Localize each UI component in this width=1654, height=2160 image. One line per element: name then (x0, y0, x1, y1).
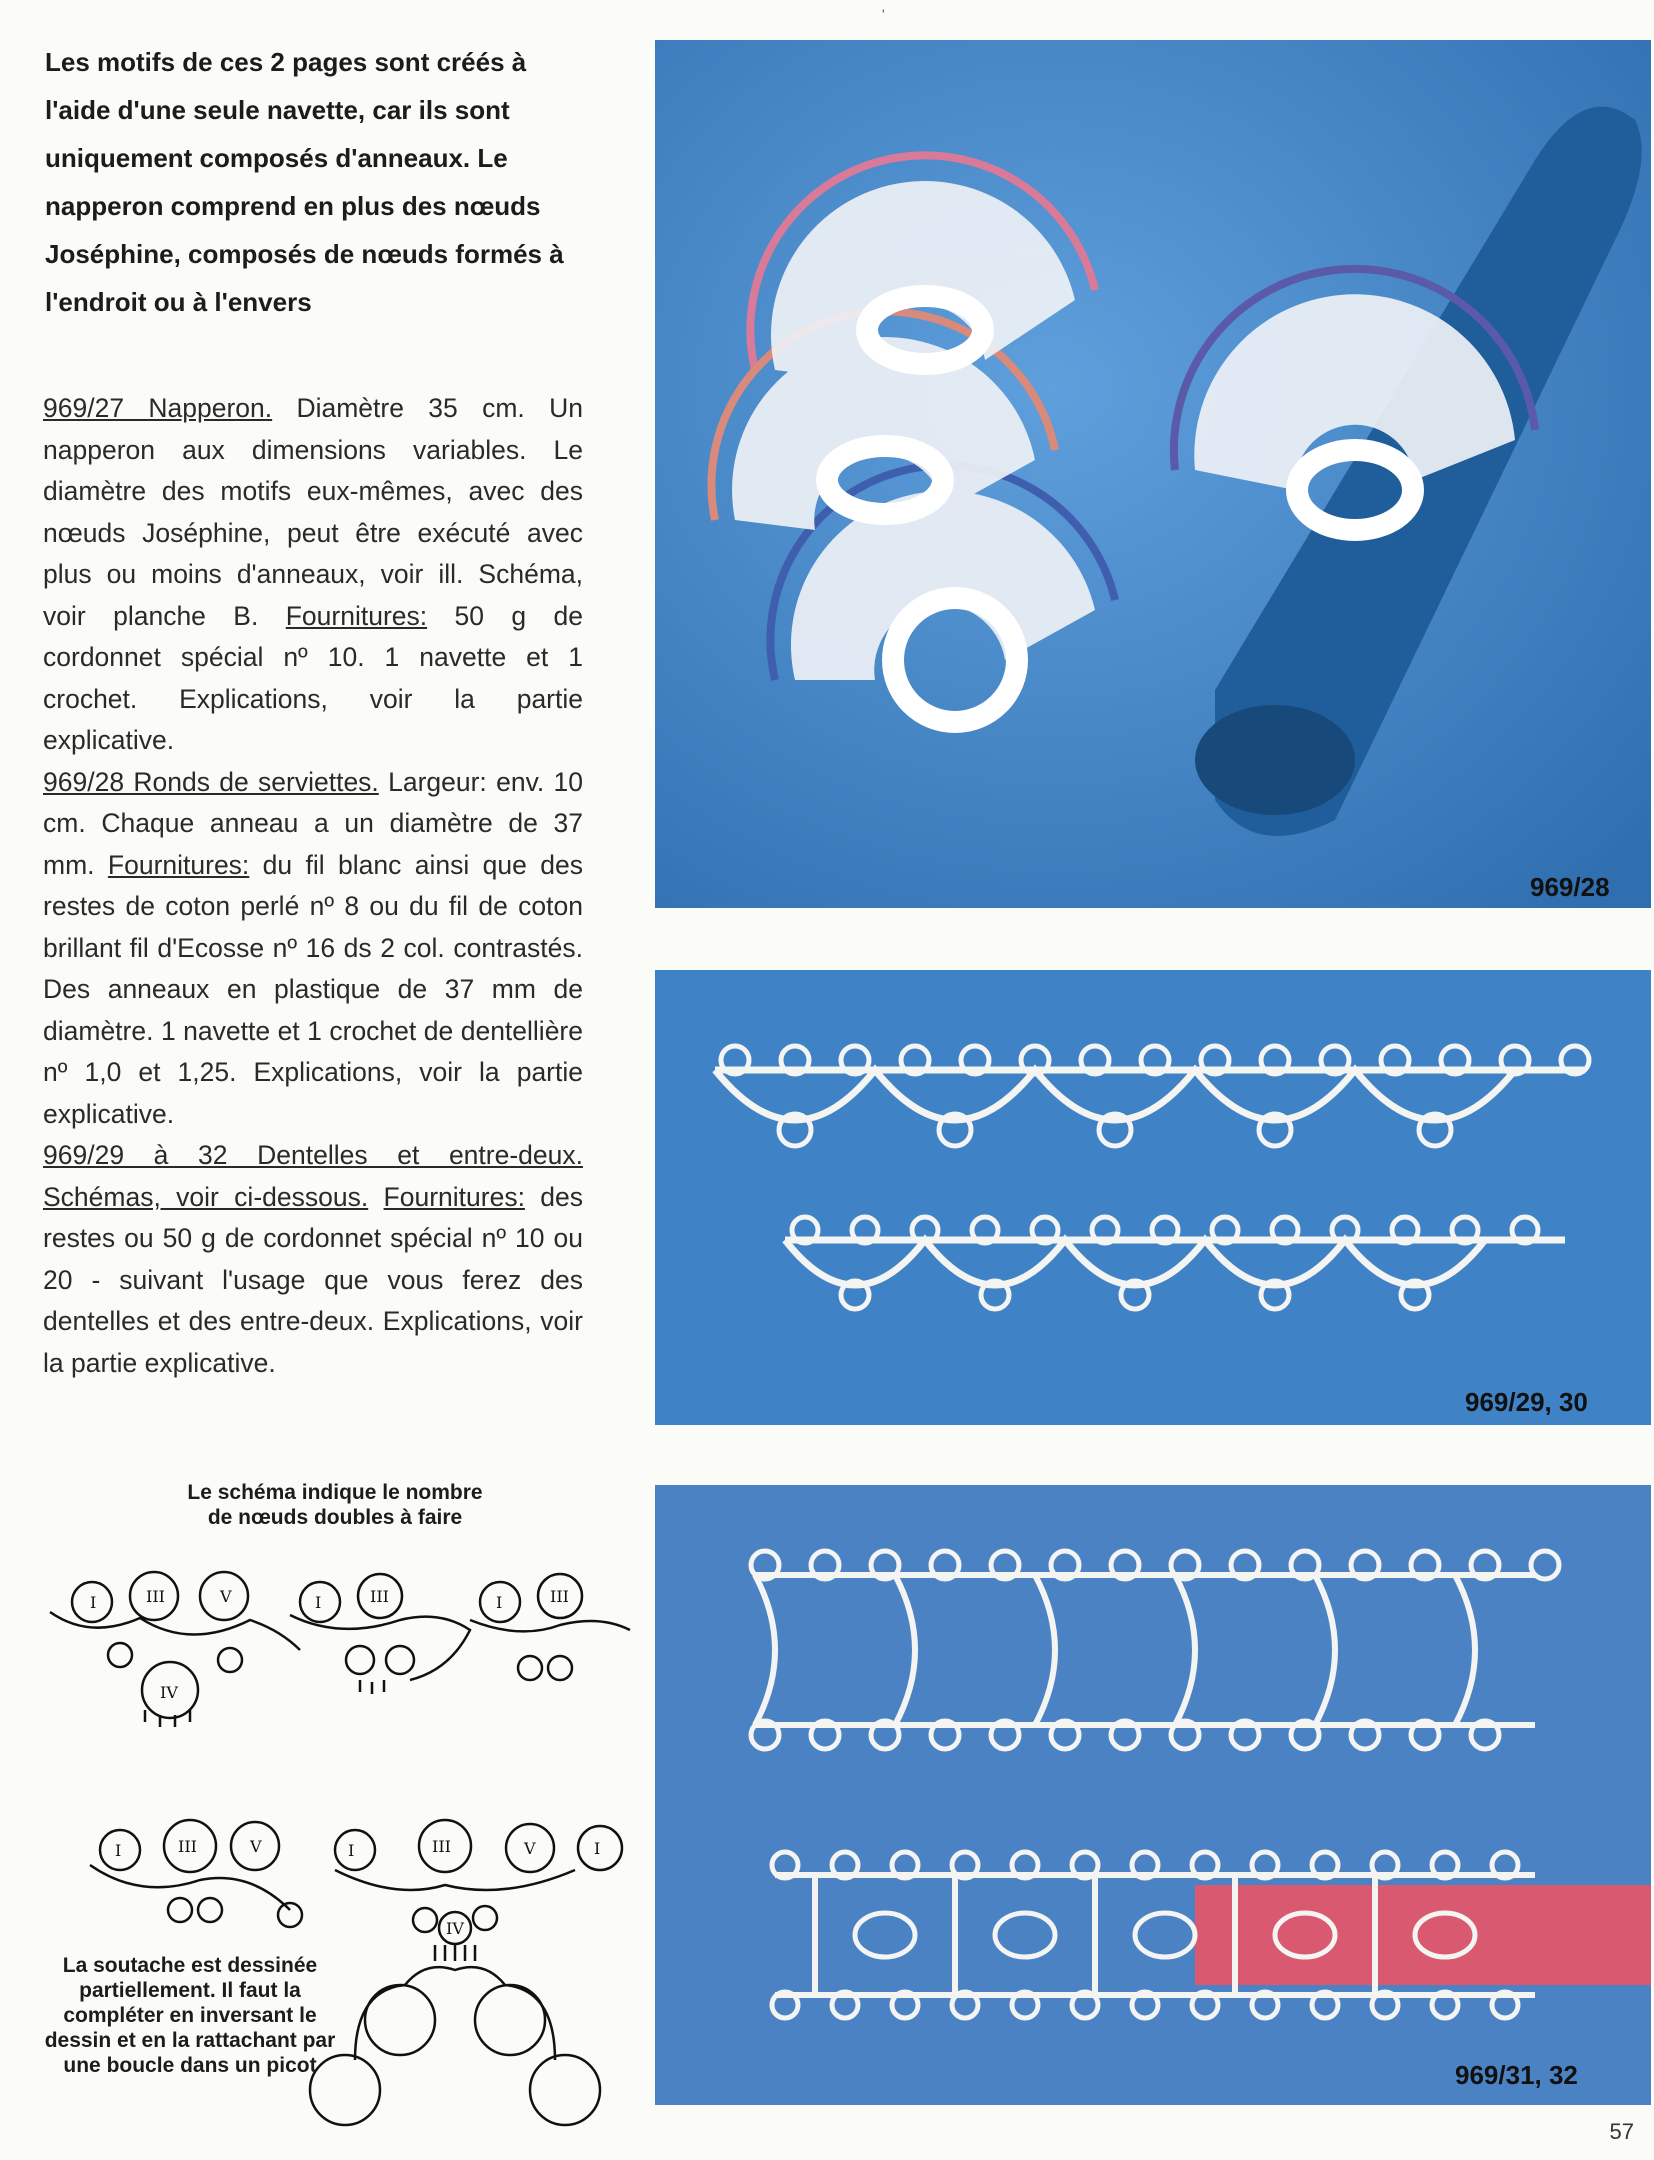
diagram-title-line: de nœuds doubles à faire (207, 1506, 463, 1529)
photo-caption: 969/28 (1530, 872, 1610, 902)
supplies-label: Fournitures: (107, 849, 250, 880)
ring-label: I (115, 1841, 122, 1860)
insertions-image (655, 1485, 1651, 2105)
photo-edgings (655, 970, 1651, 1425)
ring-label: III (370, 1587, 389, 1606)
photo-caption: 969/31, 32 (1455, 2060, 1578, 2090)
ring-label: IV (160, 1683, 178, 1702)
body-text (43, 388, 583, 1384)
supplies-label: Fournitures: (383, 1181, 525, 1212)
diagram-a (50, 1572, 300, 1727)
item-ronds (43, 762, 583, 1136)
photo-napkin-rings (655, 40, 1651, 908)
ring-label: I (594, 1839, 601, 1858)
ring-label: III (178, 1837, 197, 1856)
supplies-text: des restes ou 50 g de cordonnet spécial nº 10 ou 20 - suivant l'usage que vous ferez des dentelles et des entre-deux. Explications, voir la partie explicative. (43, 1181, 583, 1378)
diagram-title-line: Le schéma indique le nombre (187, 1481, 483, 1504)
item-desc: Largeur: env. 10 cm. Chaque anneau a un diamètre de 37 mm. (43, 766, 583, 880)
napkin-rings-image (655, 40, 1651, 908)
ring-label: III (432, 1837, 451, 1856)
ring-label: V (524, 1839, 536, 1858)
edgings-image (655, 970, 1651, 1425)
edge-mark: ' (882, 6, 885, 22)
item-napperon (43, 388, 583, 762)
diagram-title (110, 1480, 560, 1530)
item-dentelles (43, 1135, 583, 1384)
ring-label: V (220, 1587, 232, 1606)
page-number: 57 (1609, 2119, 1634, 2144)
ring-label: IV (446, 1919, 464, 1938)
ring-label: I (496, 1593, 503, 1612)
diagram-e (310, 1820, 622, 2125)
item-ref: 969/27 Napperon. (43, 393, 273, 423)
item-ref: 969/29 à 32 Dentelles et entre-deux. (43, 1140, 583, 1170)
ring-label: I (315, 1593, 322, 1612)
item-ref: 969/28 Ronds de serviettes. (43, 766, 379, 797)
intro-text: Les motifs de ces 2 pages sont créés à l'aide d'une seule navette, car ils sont uniquement composés d'anneaux. Le napperon comprend en plus des nœuds Joséphine, composés de nœuds formés à l'endroit ou à l'envers (45, 47, 564, 317)
photo-insertions (655, 1485, 1651, 2105)
ring-label: V (250, 1837, 262, 1856)
ring-label: III (146, 1587, 165, 1606)
ring-label: I (90, 1593, 97, 1612)
ring-label: I (348, 1841, 355, 1860)
photo-caption: 969/29, 30 (1465, 1387, 1588, 1417)
ring-label: III (550, 1587, 569, 1606)
diagram-note: La soutache est dessinée partiellement. Il faut la compléter en inversant le dessin et en la rattachant par une boucle dans un picot (44, 1954, 336, 2077)
schema-ref: Schémas, voir ci-dessous. (43, 1181, 369, 1212)
supplies-text: du fil blanc ainsi que des restes de coton perlé nº 8 ou du fil de coton brillant fil d'Ecosse nº 16 ds 2 col. contrastés. Des anneaux en plastique de 37 mm de diamètre. 1 navette et 1 crochet de dentellière nº 1,0 et 1,25. Explications, voir la partie explicative. (43, 849, 583, 1129)
supplies-label: Fournitures: (285, 600, 428, 631)
item-desc: Diamètre 35 cm. Un napperon aux dimensions variables. Le diamètre des motifs eux-mêmes, avec des nœuds Joséphine, peut être exécuté avec plus ou moins d'anneaux, voir ill. Schéma, voir planche B. (43, 393, 583, 631)
supplies-text: 50 g de cordonnet spécial nº 10. 1 navette et 1 crochet. Explications, voir la partie explicative. (43, 600, 584, 755)
